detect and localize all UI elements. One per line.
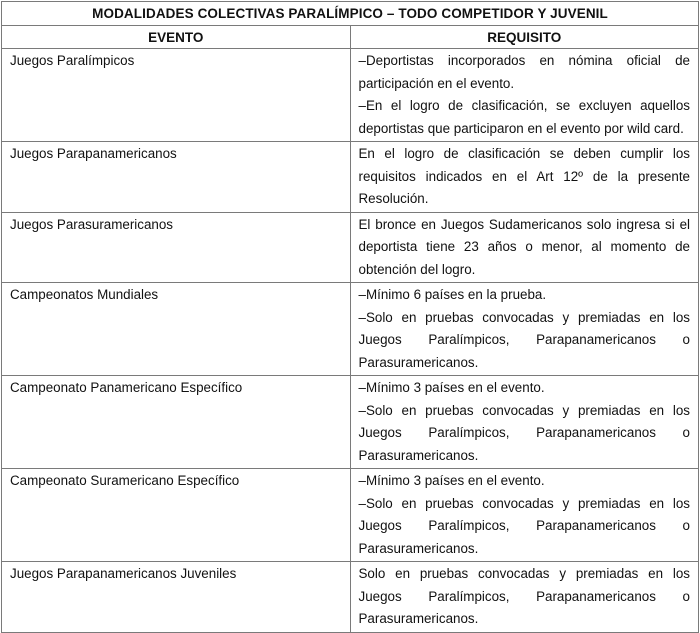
title-row bbox=[2, 2, 699, 26]
event-cell: Campeonato Panamericano Específico bbox=[2, 376, 351, 469]
requirement-line: –Solo en pruebas convocadas y premiadas en los Juegos Paralímpicos, Parapanamericanos o Parasuramericanos. bbox=[358, 495, 690, 556]
table-row bbox=[2, 562, 699, 633]
table-row bbox=[2, 212, 699, 283]
event-cell: Campeonatos Mundiales bbox=[2, 283, 351, 376]
requirement-cell bbox=[350, 142, 699, 213]
table-title: MODALIDADES COLECTIVAS PARALÍMPICO – TODO COMPETIDOR Y JUVENIL bbox=[2, 2, 699, 26]
table-row bbox=[2, 283, 699, 376]
table-row bbox=[2, 469, 699, 562]
requirement-cell bbox=[350, 49, 699, 142]
requirement-cell bbox=[350, 212, 699, 283]
requirements-table bbox=[1, 1, 699, 633]
requirement-cell bbox=[350, 283, 699, 376]
requirement-line: En el logro de clasificación se deben cumplir los requisitos indicados en el Art 12º de la presente Resolución. bbox=[358, 146, 690, 206]
table-row bbox=[2, 142, 699, 213]
table-row bbox=[2, 376, 699, 469]
requirement-line: El bronce en Juegos Sudamericanos solo ingresa si el deportista tiene 23 años o menor, al momento de obtención del logro. bbox=[358, 216, 690, 277]
requirement-cell bbox=[350, 562, 699, 633]
event-cell: Juegos Parapanamericanos bbox=[2, 142, 351, 213]
requirement-line: –Solo en pruebas convocadas y premiadas en los Juegos Paralímpicos, Parapanamericanos o Parasuramericanos. bbox=[358, 309, 690, 370]
column-header-requisito: REQUISITO bbox=[350, 26, 699, 49]
column-header-evento: EVENTO bbox=[2, 26, 351, 49]
event-cell: Campeonato Suramericano Específico bbox=[2, 469, 351, 562]
requirement-line: –Solo en pruebas convocadas y premiadas en los Juegos Paralímpicos, Parapanamericanos o Parasuramericanos. bbox=[358, 402, 690, 463]
event-cell: Juegos Parasuramericanos bbox=[2, 212, 351, 283]
table-row bbox=[2, 49, 699, 142]
header-row bbox=[2, 26, 699, 49]
event-cell: Juegos Parapanamericanos Juveniles bbox=[2, 562, 351, 633]
requirement-line: –Mínimo 3 países en el evento. bbox=[358, 380, 545, 395]
requirement-line: –Deportistas incorporados en nómina oficial de participación en el evento. bbox=[358, 53, 690, 91]
event-cell: Juegos Paralímpicos bbox=[2, 49, 351, 142]
requirement-cell bbox=[350, 469, 699, 562]
requirement-line: –Mínimo 6 países en la prueba. bbox=[358, 287, 547, 302]
requirement-cell bbox=[350, 376, 699, 469]
requirement-line: Solo en pruebas convocadas y premiadas en los Juegos Paralímpicos, Parapanamericanos o Parasuramericanos. bbox=[358, 566, 690, 626]
requirement-line: –Mínimo 3 países en el evento. bbox=[358, 473, 545, 488]
requirement-line: –En el logro de clasificación, se excluyen aquellos deportistas que participaron en el evento por wild card. bbox=[358, 98, 690, 136]
